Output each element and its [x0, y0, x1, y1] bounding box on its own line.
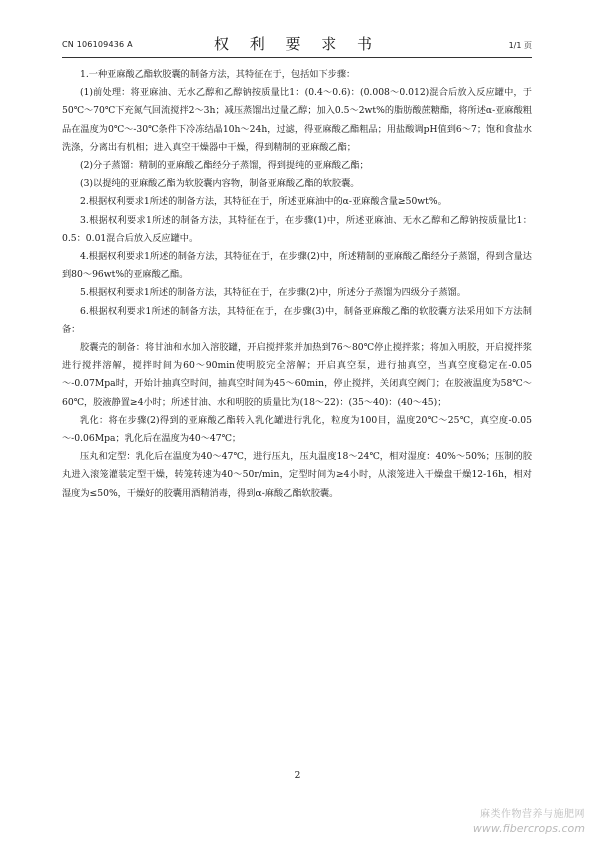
watermark-url: www.fibercrops.com	[472, 822, 585, 835]
claim-2: 2.根据权利要求1所述的制备方法，其特征在于，所述亚麻油中的α-亚麻酸含量≥50wt%。	[80, 196, 447, 208]
claim-6-pressing-shaping: 压丸和定型：乳化后在温度为40～47℃，进行压丸，压丸温度18～24℃，相对湿度：40%～50%；压制的胶丸进入滚笼灌装定型干燥，转笼转速为40～50r/min，定型时间为≥4小时，从滚笼进入干燥盘干燥12-16h，相对湿度为≤50%，干燥好的胶囊用酒精消毒，得到α-麻酸乙酯软胶囊。	[62, 451, 532, 499]
page-header	[62, 32, 532, 52]
claim-6-emulsification: 乳化：将在步骤(2)得到的亚麻酸乙酯转入乳化罐进行乳化，粒度为100目，温度20℃～25℃，真空度-0.05～-0.06Mpa；乳化后在温度为40～47℃；	[62, 414, 532, 445]
header-divider	[62, 57, 532, 58]
claim-1: 1.一种亚麻酸乙酯软胶囊的制备方法，其特征在于，包括如下步骤：	[80, 69, 356, 80]
page-number: 2	[294, 771, 301, 781]
claim-1-step-1: (1)前处理：将亚麻油、无水乙醇和乙醇钠按质量比1：(0.4～0.6)：(0.008～0.012)混合后放入反应罐中，于50℃～70℃下充氮气回流搅拌2～3h；减压蒸馏出过量乙醇；加入0.5～2wt%的脂肪酸蔗糖酯，将所述α-亚麻酸粗品在温度为0℃～-30℃条件下冷冻结晶10h～24h，过滤，得亚麻酸乙酯粗品；用盐酸调pH值到6～7；饱和食盐水洗涤，分离出有机相；进入真空干燥器中干燥，得到精制的亚麻酸乙酯；	[62, 87, 532, 153]
publication-number: CN 106109436 A	[62, 40, 133, 49]
claim-6: 6.根据权利要求1所述的制备方法，其特征在于，在步骤(3)中，制备亚麻酸乙酯的软胶囊方法采用如下方法制备：	[62, 305, 532, 335]
section-title: 权 利 要 求 书	[213, 35, 381, 53]
page-info: 1/1 页	[508, 41, 532, 50]
claim-4: 4.根据权利要求1所述的制备方法，其特征在于，在步骤(2)中，所述精制的亚麻酸乙酯经分子蒸馏，得到含量达到80～96wt%的亚麻酸乙酯。	[62, 251, 532, 281]
claim-3: 3.根据权利要求1所述的制备方法，其特征在于，在步骤(1)中，所述亚麻油、无水乙醇和乙醇钠按质量比1：0.5：0.01混合后放入反应罐中。	[62, 214, 532, 244]
watermark-site-name: 麻类作物营养与施肥网	[480, 809, 585, 820]
claim-5: 5.根据权利要求1所述的制备方法，其特征在于，在步骤(2)中，所述分子蒸馏为四级分子蒸馏。	[80, 287, 466, 299]
watermark	[473, 805, 585, 835]
claim-1-step-2: (2)分子蒸馏：精制的亚麻酸乙酯经分子蒸馏，得到提纯的亚麻酸乙酯；	[80, 160, 369, 172]
claim-1-step-3: (3)以提纯的亚麻酸乙酯为软胶囊内容物，制备亚麻酸乙酯的软胶囊。	[80, 178, 360, 190]
claim-6-capsule-shell: 胶囊壳的制备：将甘油和水加入溶胶罐，开启搅拌浆并加热到76～80℃停止搅拌浆；将加入明胶，开启搅拌浆进行搅拌溶解，搅拌时间为60～90min使明胶完全溶解；开启真空泵，进行抽真空，当真空度稳定在-0.05～-0.07Mpa时，开始计抽真空时间，抽真空时间为45～60min，停止搅拌，关闭真空阀门；在胶液温度为58℃～60℃，胶液静置≥4小时；所述甘油、水和明胶的质量比为(18～22)：(35～40)：(40～45)；	[62, 342, 532, 408]
claims-body	[62, 66, 532, 503]
